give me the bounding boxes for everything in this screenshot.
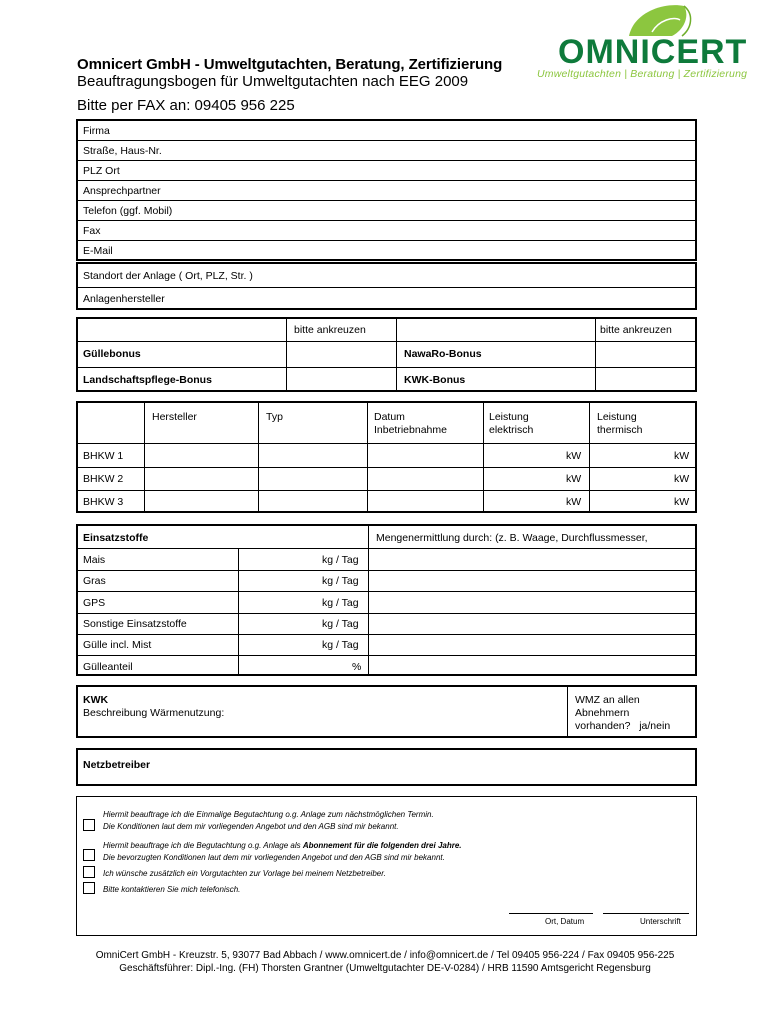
checkbox-vorgutachten[interactable] xyxy=(83,866,95,878)
opt2-bold: Abonnement für die folgenden drei Jahre. xyxy=(302,841,462,850)
col-typ: Typ xyxy=(266,411,283,423)
footer-address: OmniCert GmbH - Kreuzstr. 5, 93077 Bad Abbach / www.omnicert.de / info@omnicert.de / Tel 09405 956-224 / Fax 09405 956-225 xyxy=(95,950,675,961)
field-fax[interactable] xyxy=(78,221,695,241)
field-strasse[interactable] xyxy=(78,141,695,161)
unit-kw: kW xyxy=(674,496,690,508)
field-label: Anlagenhersteller xyxy=(83,293,165,305)
einsatz-label: Gras xyxy=(83,575,106,587)
netzbetreiber-section[interactable] xyxy=(76,748,697,786)
field-label: Telefon (ggf. Mobil) xyxy=(83,205,173,217)
checkbox-abonnement[interactable] xyxy=(83,849,95,861)
sig-ort-datum: Ort, Datum xyxy=(545,917,585,926)
opt4: Bitte kontaktieren Sie mich telefonisch. xyxy=(103,885,241,894)
field-label: Standort der Anlage ( Ort, PLZ, Str. ) xyxy=(83,270,253,282)
netz-title: Netzbetreiber xyxy=(83,759,151,771)
einsatz-label: Gülle incl. Mist xyxy=(83,639,152,651)
einsatz-label: Sonstige Einsatzstoffe xyxy=(83,618,187,630)
einsatz-unit: % xyxy=(352,661,362,673)
field-plz-ort[interactable] xyxy=(78,161,695,181)
einsatzstoffe-table xyxy=(76,524,697,676)
unit-kw: kW xyxy=(566,473,582,485)
einsatz-label: GPS xyxy=(83,597,106,609)
bonus-nawaro: NawaRo-Bonus xyxy=(404,348,482,360)
einsatz-unit: kg / Tag xyxy=(322,618,359,630)
field-standort[interactable] xyxy=(78,264,695,288)
checkbox-telefonisch[interactable] xyxy=(83,882,95,894)
bhkw-row-label: BHKW 2 xyxy=(83,473,124,485)
einsatz-unit: kg / Tag xyxy=(322,639,359,651)
checkbox-landschaftspflege[interactable] xyxy=(287,368,395,392)
field-label: Firma xyxy=(83,125,110,137)
wmz-line3: vorhanden? ja/nein xyxy=(575,720,671,732)
checkbox-kwk[interactable] xyxy=(596,368,697,392)
site-section xyxy=(76,262,697,310)
bonus-header-left: bitte ankreuzen xyxy=(294,324,366,336)
field-ansprechpartner[interactable] xyxy=(78,181,695,201)
bonus-guelle: Güllebonus xyxy=(83,348,141,360)
bhkw-row-label: BHKW 1 xyxy=(83,450,124,462)
auftrag-section xyxy=(76,796,697,936)
fax-instruction: Bitte per FAX an: 09405 956 225 xyxy=(77,97,295,114)
opt2-line2: Die bevorzugten Konditionen laut dem mir vorliegenden Angebot und den AGB sind mir bekannt. xyxy=(103,853,445,862)
opt3: Ich wünsche zusätzlich ein Vorgutachten zur Vorlage bei meinem Netzbetreiber. xyxy=(103,869,386,878)
col-leistung-th: Leistung thermisch xyxy=(597,411,643,436)
kwk-title: KWK xyxy=(83,694,109,706)
field-email[interactable] xyxy=(78,241,695,261)
bonus-header-right: bitte ankreuzen xyxy=(600,324,672,336)
bonus-landschaft: Landschaftspflege-Bonus xyxy=(83,374,212,386)
einsatz-label: Gülleanteil xyxy=(83,661,133,673)
field-firma[interactable] xyxy=(78,121,695,141)
field-label: Fax xyxy=(83,225,101,237)
unit-kw: kW xyxy=(566,450,582,462)
logo-tagline: Umweltgutachten | Beratung | Zertifizierung xyxy=(537,68,748,80)
field-label: Straße, Haus-Nr. xyxy=(83,145,162,157)
einsatz-label: Mais xyxy=(83,554,106,566)
wmz-line2: Abnehmern xyxy=(575,707,630,719)
signature-line-sign[interactable] xyxy=(603,913,689,914)
field-anlagenhersteller[interactable] xyxy=(78,288,695,310)
field-telefon[interactable] xyxy=(78,201,695,221)
field-label: PLZ Ort xyxy=(83,165,120,177)
unit-kw: kW xyxy=(674,450,690,462)
einsatz-title: Einsatzstoffe xyxy=(83,532,149,544)
contact-section xyxy=(76,119,697,261)
wmz-line1: WMZ an allen xyxy=(575,694,640,706)
footer-management: Geschäftsführer: Dipl.-Ing. (FH) Thorsten Grantner (Umweltgutachter DE-V-0284) / HRB 11590 Amtsgericht Regensburg xyxy=(119,963,651,974)
col-datum: Datum Inbetriebnahme xyxy=(374,411,447,436)
kwk-desc: Beschreibung Wärmenutzung: xyxy=(83,707,225,719)
unit-kw: kW xyxy=(674,473,690,485)
bonus-kwk: KWK-Bonus xyxy=(404,374,466,386)
col-hersteller: Hersteller xyxy=(152,411,197,423)
bhkw-table xyxy=(76,401,697,513)
mengen-label: Mengenermittlung durch: (z. B. Waage, Durchflussmesser, xyxy=(376,532,648,544)
form-subtitle: Beauftragungsbogen für Umweltgutachten nach EEG 2009 xyxy=(77,73,469,90)
einsatz-unit: kg / Tag xyxy=(322,575,359,587)
field-label: Ansprechpartner xyxy=(83,185,161,197)
checkbox-einmalig[interactable] xyxy=(83,819,95,831)
bonus-section xyxy=(76,317,697,392)
col-leistung-el: Leistung elektrisch xyxy=(489,411,534,436)
opt2-text: Hiermit beauftrage ich die Begutachtung o.g. Anlage als xyxy=(103,841,303,850)
einsatz-unit: kg / Tag xyxy=(322,554,359,566)
bhkw-row-label: BHKW 3 xyxy=(83,496,124,508)
sig-unterschrift: Unterschrift xyxy=(640,917,681,926)
company-title: Omnicert GmbH - Umweltgutachten, Beratung, Zertifizierung xyxy=(77,56,503,73)
checkbox-nawaro[interactable] xyxy=(596,342,697,367)
einsatz-unit: kg / Tag xyxy=(322,597,359,609)
logo-wordmark: OMNICERT xyxy=(558,33,748,71)
field-label: E-Mail xyxy=(83,245,113,257)
opt1-line2: Die Konditionen laut dem mir vorliegenden Angebot und den AGB sind mir bekannt. xyxy=(103,822,399,831)
opt2-line1 xyxy=(103,840,462,851)
checkbox-guellebonus[interactable] xyxy=(287,342,395,367)
kwk-section xyxy=(76,685,697,738)
opt1-line1: Hiermit beauftrage ich die Einmalige Begutachtung o.g. Anlage zum nächstmöglichen Termin. xyxy=(103,810,434,819)
signature-line-date[interactable] xyxy=(509,913,593,914)
unit-kw: kW xyxy=(566,496,582,508)
